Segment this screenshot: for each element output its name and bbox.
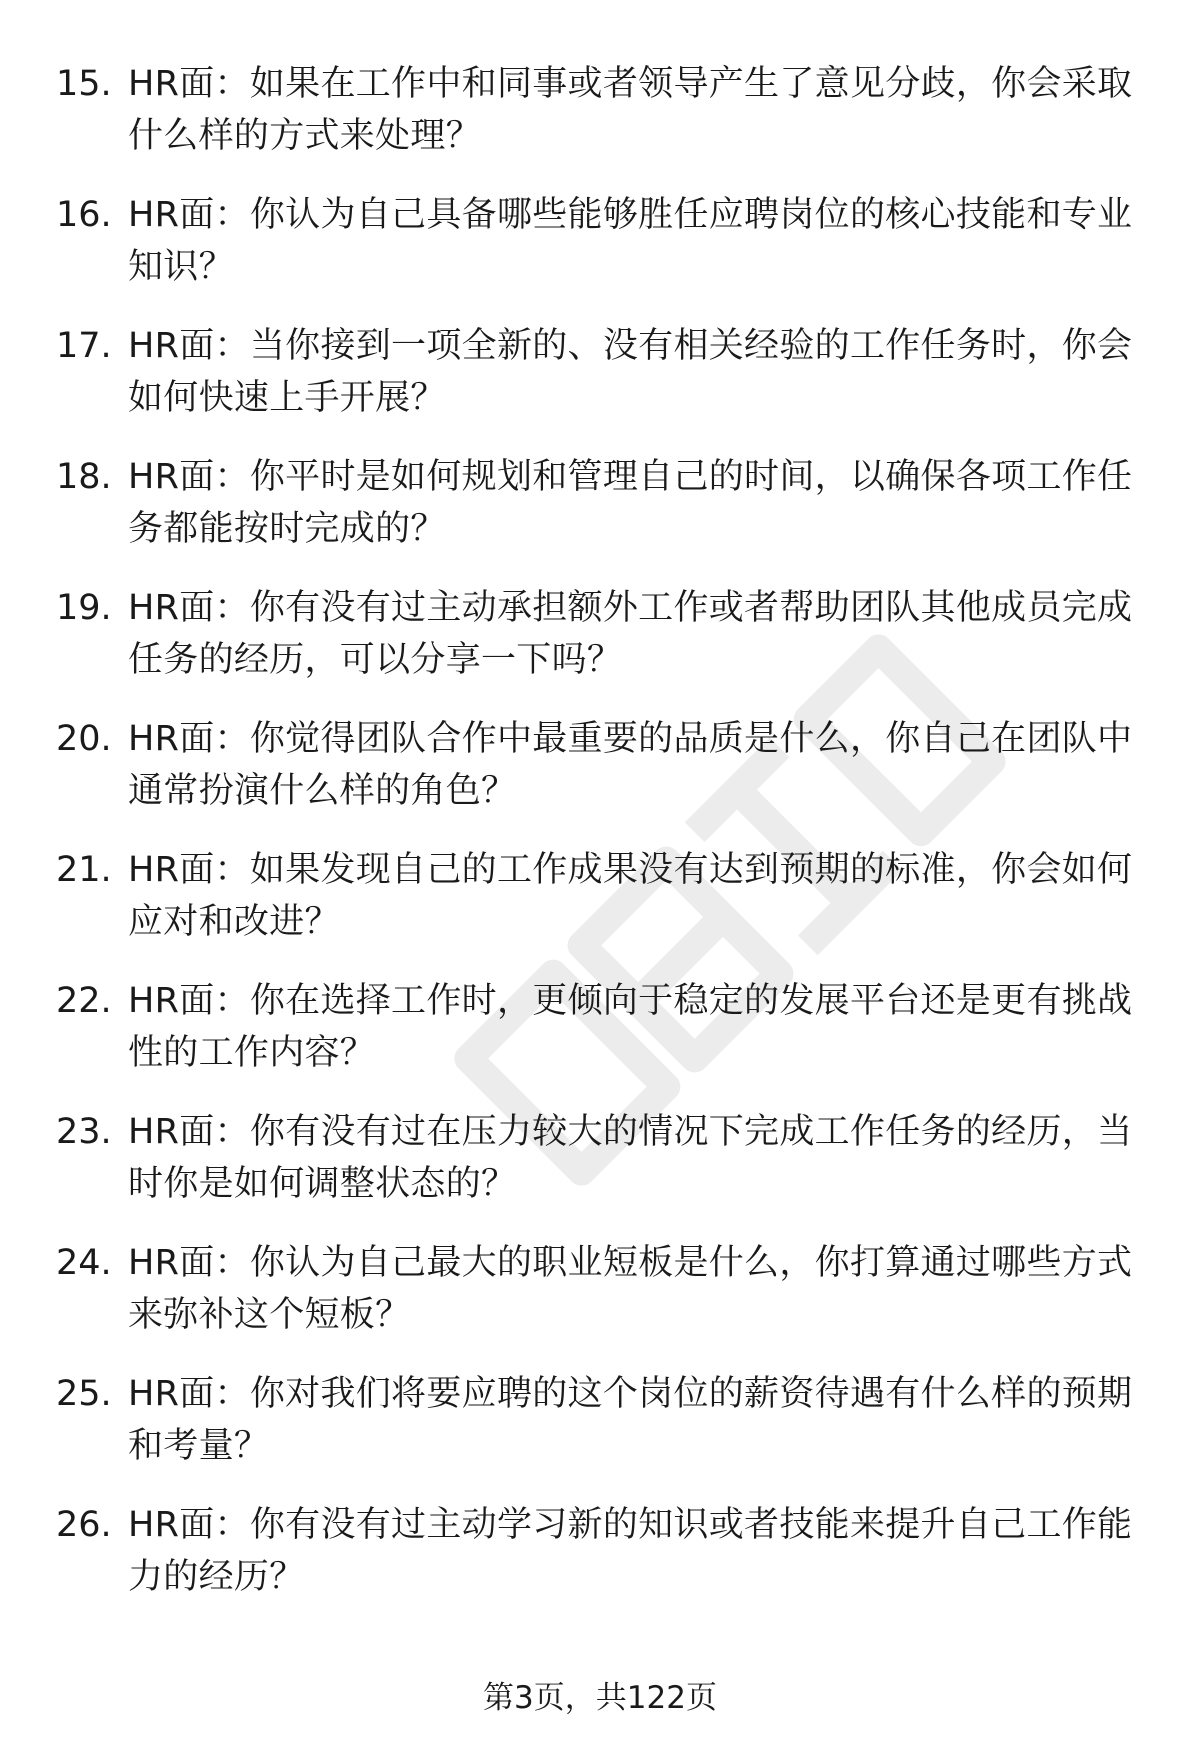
question-number: 23. <box>56 1112 112 1152</box>
question-number: 25. <box>56 1374 112 1414</box>
question-text: HR面：如果发现自己的工作成果没有达到预期的标准，你会如何应对和改进？ <box>128 850 1133 942</box>
question-text: HR面：你认为自己具备哪些能够胜任应聘岗位的核心技能和专业知识？ <box>128 195 1133 287</box>
list-item <box>56 320 1156 451</box>
list-item <box>56 1499 1156 1630</box>
question-text: HR面：你有没有过主动学习新的知识或者技能来提升自己工作能力的经历？ <box>128 1505 1133 1597</box>
list-item <box>56 713 1156 844</box>
question-list <box>56 58 1156 1630</box>
question-number: 22. <box>56 981 112 1021</box>
list-item <box>56 975 1156 1106</box>
question-number: 17. <box>56 326 112 366</box>
question-number: 26. <box>56 1505 112 1545</box>
question-text: HR面：当你接到一项全新的、没有相关经验的工作任务时，你会如何快速上手开展？ <box>128 326 1133 418</box>
question-text: HR面：如果在工作中和同事或者领导产生了意见分歧，你会采取什么样的方式来处理？ <box>128 64 1133 156</box>
question-number: 18. <box>56 457 112 497</box>
question-number: 19. <box>56 588 112 628</box>
list-item <box>56 1368 1156 1499</box>
question-text: HR面：你认为自己最大的职业短板是什么，你打算通过哪些方式来弥补这个短板？ <box>128 1243 1133 1335</box>
list-item <box>56 451 1156 582</box>
question-number: 21. <box>56 850 112 890</box>
list-item <box>56 58 1156 189</box>
list-item <box>56 844 1156 975</box>
question-text: HR面：你有没有过在压力较大的情况下完成工作任务的经历，当时你是如何调整状态的？ <box>128 1112 1133 1204</box>
page-footer: 第3页，共122页 <box>483 1680 717 1716</box>
question-text: HR面：你觉得团队合作中最重要的品质是什么，你自己在团队中通常扮演什么样的角色？ <box>128 719 1133 811</box>
question-number: 16. <box>56 195 112 235</box>
list-item <box>56 1106 1156 1237</box>
question-text: HR面：你有没有过主动承担额外工作或者帮助团队其他成员完成任务的经历，可以分享一下吗？ <box>128 588 1133 680</box>
list-item <box>56 1237 1156 1368</box>
question-text: HR面：你对我们将要应聘的这个岗位的薪资待遇有什么样的预期和考量？ <box>128 1374 1133 1466</box>
question-number: 15. <box>56 64 112 104</box>
list-item <box>56 189 1156 320</box>
question-text: HR面：你平时是如何规划和管理自己的时间，以确保各项工作任务都能按时完成的？ <box>128 457 1133 549</box>
question-number: 24. <box>56 1243 112 1283</box>
question-text: HR面：你在选择工作时，更倾向于稳定的发展平台还是更有挑战性的工作内容？ <box>128 981 1133 1073</box>
list-item <box>56 582 1156 713</box>
question-number: 20. <box>56 719 112 759</box>
